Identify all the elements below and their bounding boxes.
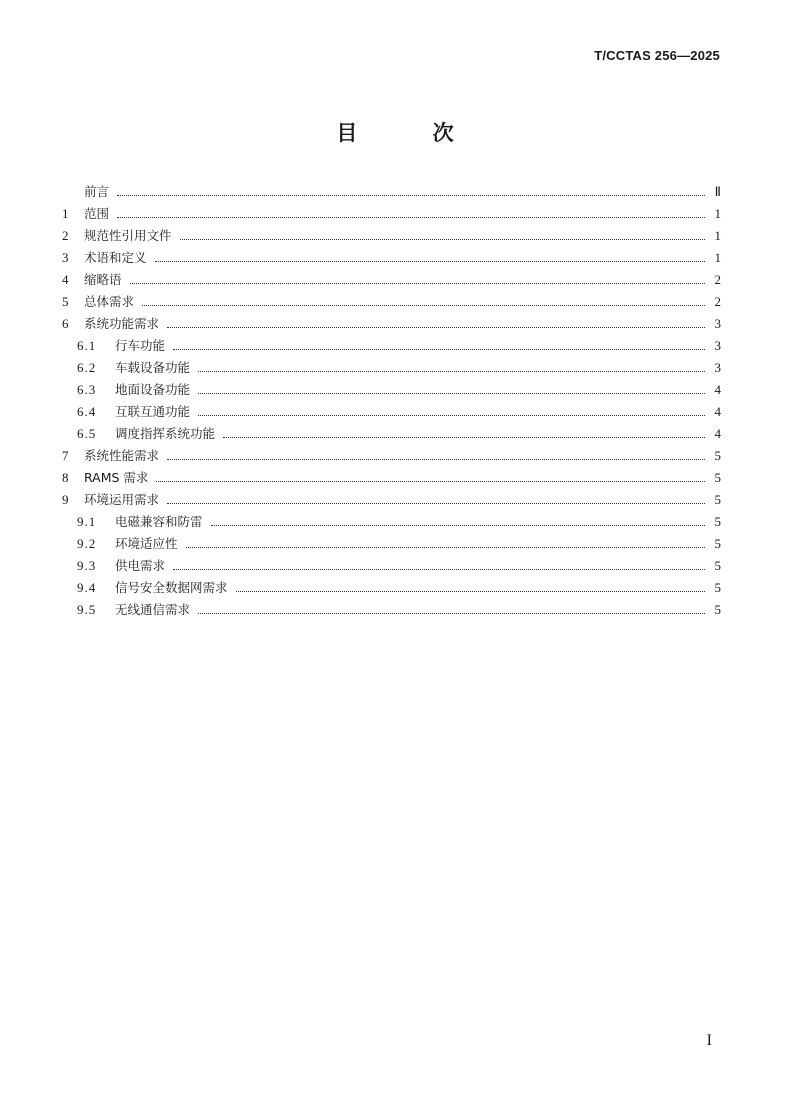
toc-entry[interactable] [62,489,721,511]
toc-entry-label: 调度指挥系统功能 [115,426,216,441]
toc-entry-page: 5 [714,580,721,595]
toc-entry-label: 缩略语 [84,272,122,287]
toc-entry-label: 供电需求 [115,558,166,573]
toc-leader-dots [198,613,705,614]
toc-leader-dots [173,349,705,350]
toc-leader-dots [156,481,705,482]
toc-entry-number: 5 [62,294,69,309]
toc-entry-label: 范围 [84,206,110,221]
toc-entry-label: 地面设备功能 [115,382,191,397]
table-of-contents [62,181,721,621]
toc-entry-number: 3 [62,250,69,265]
toc-leader-dots [173,569,705,570]
toc-entry[interactable] [62,423,721,445]
toc-entry-number: 2 [62,228,69,243]
toc-entry-number: 9.4 [77,580,97,595]
toc-leader-dots [167,459,705,460]
toc-entry[interactable] [62,335,721,357]
toc-entry-label: 系统性能需求 [84,448,160,463]
toc-entry[interactable] [62,225,721,247]
toc-entry-page: 5 [714,536,721,551]
toc-entry-page: 1 [714,250,721,265]
toc-entry-label: 互联互通功能 [115,404,191,419]
toc-leader-dots [223,437,705,438]
toc-leader-dots [198,371,705,372]
toc-entry[interactable] [62,291,721,313]
toc-entry-label: 前言 [84,184,110,199]
toc-leader-dots [130,283,705,284]
toc-entry-number: 6.4 [77,404,97,419]
toc-leader-dots [186,547,705,548]
toc-entry-number: 9.1 [77,514,97,529]
toc-entry-number: 6.5 [77,426,97,441]
toc-entry-label: 环境运用需求 [84,492,160,507]
toc-entry[interactable] [62,401,721,423]
toc-leader-dots [167,327,705,328]
toc-entry-label: 无线通信需求 [115,602,191,617]
toc-entry-number: 6.2 [77,360,97,375]
toc-entry-label: 术语和定义 [84,250,147,265]
toc-leader-dots [211,525,705,526]
toc-leader-dots [155,261,705,262]
toc-entry-label: 系统功能需求 [84,316,160,331]
toc-entry[interactable] [62,533,721,555]
toc-entry-label: 规范性引用文件 [84,228,172,243]
toc-entry-number: 8 [62,470,69,485]
toc-entry-page: 3 [714,338,721,353]
toc-entry-page: 5 [714,448,721,463]
toc-entry-number: 4 [62,272,69,287]
toc-entry[interactable] [62,313,721,335]
toc-entry-number: 6.1 [77,338,97,353]
toc-entry-label: RAMS 需求 [84,470,149,485]
toc-entry-page: 4 [714,404,721,419]
toc-entry-page: 2 [714,272,721,287]
toc-entry[interactable] [62,555,721,577]
toc-entry-number: 9.5 [77,602,97,617]
toc-leader-dots [198,393,705,394]
page-number: I [706,1032,712,1049]
toc-entry-number: 9 [62,492,69,507]
toc-entry-page: 5 [714,514,721,529]
toc-entry[interactable] [62,269,721,291]
document-code: T/CCTAS 256—2025 [594,48,720,63]
toc-entry[interactable] [62,181,721,203]
toc-entry-label: 总体需求 [84,294,135,309]
toc-entry[interactable] [62,247,721,269]
toc-entry-label: 电磁兼容和防雷 [115,514,203,529]
toc-leader-dots [142,305,705,306]
toc-entry-label: 车载设备功能 [115,360,191,375]
toc-entry-page: 3 [714,360,721,375]
toc-entry[interactable] [62,379,721,401]
toc-entry[interactable] [62,467,721,489]
toc-entry-page: 2 [714,294,721,309]
toc-entry[interactable] [62,577,721,599]
toc-entry-page: 4 [714,426,721,441]
toc-entry-page: 5 [714,492,721,507]
page-title: 目 次 [336,121,488,145]
toc-entry[interactable] [62,511,721,533]
toc-entry-page: 4 [714,382,721,397]
toc-entry-label: 信号安全数据网需求 [115,580,228,595]
toc-leader-dots [117,195,705,196]
toc-leader-dots [198,415,705,416]
toc-entry-page: 5 [714,470,721,485]
toc-entry-page: 1 [714,228,721,243]
toc-entry-number: 6.3 [77,382,97,397]
toc-entry-page: 5 [714,558,721,573]
toc-entry[interactable] [62,357,721,379]
toc-entry-label: 行车功能 [115,338,166,353]
toc-entry[interactable] [62,203,721,225]
toc-leader-dots [236,591,705,592]
toc-entry[interactable] [62,445,721,467]
toc-entry-number: 1 [62,206,69,221]
toc-entry-page: 1 [714,206,721,221]
toc-leader-dots [180,239,705,240]
toc-entry-page: 5 [714,602,721,617]
toc-entry-page: Ⅱ [714,184,721,199]
toc-entry-number: 9.3 [77,558,97,573]
toc-entry-number: 6 [62,316,69,331]
toc-leader-dots [117,217,705,218]
toc-entry-number: 7 [62,448,69,463]
toc-entry-page: 3 [714,316,721,331]
toc-entry-number: 9.2 [77,536,97,551]
toc-entry-label: 环境适应性 [115,536,178,551]
toc-leader-dots [167,503,705,504]
toc-entry[interactable] [62,599,721,621]
